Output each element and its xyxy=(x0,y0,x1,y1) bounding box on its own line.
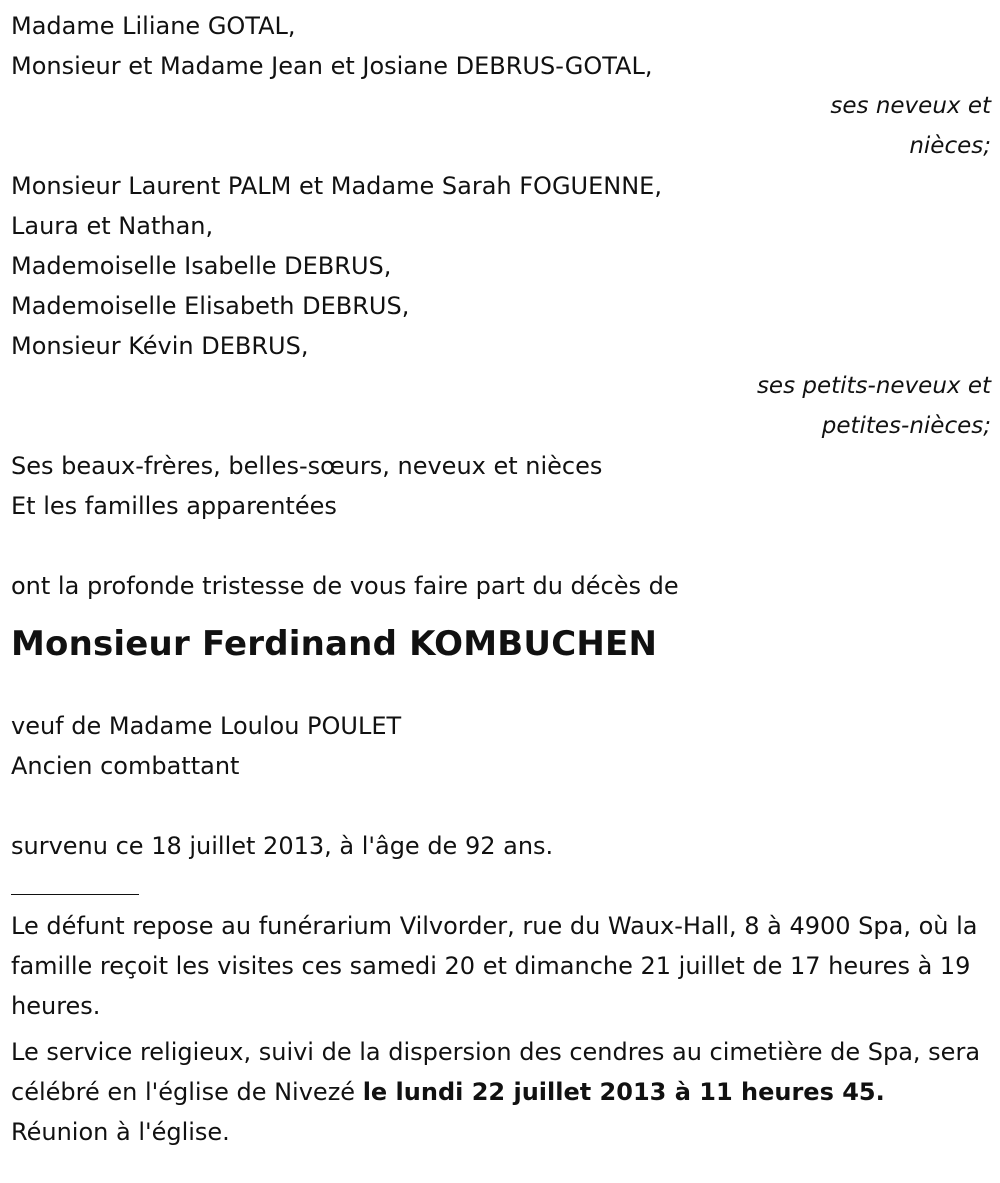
relation-label: ses petits-neveux et xyxy=(756,373,991,399)
family-line: Monsieur et Madame Jean et Josiane DEBRUS-GOTAL, xyxy=(11,52,653,80)
announcement-text: ont la profonde tristesse de vous faire part du décès de xyxy=(11,572,679,600)
obituary-notice xyxy=(11,6,991,1152)
deceased-detail: Ancien combattant xyxy=(11,752,240,780)
relation-label: ses neveux et xyxy=(830,93,991,119)
family-line: Mademoiselle Isabelle DEBRUS, xyxy=(11,252,392,280)
death-date-line: survenu ce 18 juillet 2013, à l'âge de 92 ans. xyxy=(11,832,554,860)
family-line: Monsieur Laurent PALM et Madame Sarah FOGUENNE, xyxy=(11,172,662,200)
family-line: Madame Liliane GOTAL, xyxy=(11,12,296,40)
family-line: Mademoiselle Elisabeth DEBRUS, xyxy=(11,292,410,320)
family-line: Et les familles apparentées xyxy=(11,492,337,520)
family-line: Monsieur Kévin DEBRUS, xyxy=(11,332,309,360)
service-text-end: Réunion à l'église. xyxy=(11,1118,230,1146)
family-line: Ses beaux-frères, belles-sœurs, neveux et nièces xyxy=(11,452,603,480)
family-line: Laura et Nathan, xyxy=(11,212,214,240)
visitation-paragraph: Le défunt repose au funérarium Vilvorder, rue du Waux-Hall, 8 à 4900 Spa, où la famille reçoit les visites ces samedi 20 et dimanche 21 juillet de 17 heures à 19 heures. xyxy=(11,912,978,1020)
service-text: Le service religieux, suivi de la dispersion des cendres au cimetière de Spa, sera célébré en l'église de Nivezé xyxy=(11,1038,981,1106)
relation-label: nièces; xyxy=(909,133,991,159)
service-paragraph xyxy=(11,1032,986,1152)
separator-rule xyxy=(11,866,991,906)
deceased-name: Monsieur Ferdinand KOMBUCHEN xyxy=(11,624,658,664)
service-date: le lundi 22 juillet 2013 à 11 heures 45. xyxy=(362,1078,885,1106)
deceased-detail: veuf de Madame Loulou POULET xyxy=(11,712,402,740)
relation-label: petites-nièces; xyxy=(821,413,991,439)
